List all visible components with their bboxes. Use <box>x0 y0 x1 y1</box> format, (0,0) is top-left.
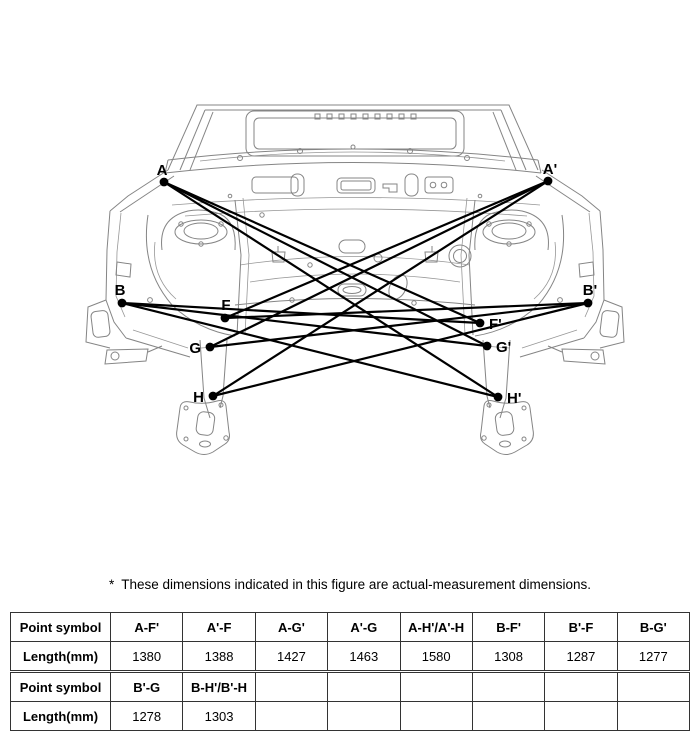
length-cell <box>545 702 617 731</box>
row-header: Length(mm) <box>11 702 111 731</box>
cowl-and-windshield-art <box>165 105 541 305</box>
table-row <box>11 702 690 731</box>
measure-line-B'-G <box>210 303 588 347</box>
point-label-A: A <box>156 162 168 179</box>
dimension-table <box>10 612 690 731</box>
row-header: Point symbol <box>11 613 111 642</box>
note-asterisk: * <box>108 576 115 592</box>
point-label-G: G <box>189 340 201 357</box>
measure-point-F <box>221 314 230 323</box>
length-cell: 1303 <box>183 702 255 731</box>
point-symbol-cell: A-G' <box>255 613 327 642</box>
measure-point-H <box>209 392 218 401</box>
point-symbol-cell <box>400 672 472 702</box>
point-symbol-cell <box>328 672 400 702</box>
length-cell: 1278 <box>111 702 183 731</box>
point-label-F: F <box>221 297 231 314</box>
length-cell: 1277 <box>617 642 689 672</box>
point-symbol-cell: B-F' <box>472 613 544 642</box>
length-cell <box>472 702 544 731</box>
point-label-F': F' <box>489 316 502 333</box>
point-symbol-cell: B-G' <box>617 613 689 642</box>
length-cell: 1580 <box>400 642 472 672</box>
length-cell: 1287 <box>545 642 617 672</box>
point-symbol-cell: B'-G <box>111 672 183 702</box>
point-symbol-cell <box>545 672 617 702</box>
length-cell: 1427 <box>255 642 327 672</box>
length-cell: 1308 <box>472 642 544 672</box>
length-cell: 1388 <box>183 642 255 672</box>
length-cell <box>617 702 689 731</box>
point-label-A': A' <box>542 161 558 178</box>
measure-point-H' <box>494 393 503 402</box>
point-symbol-cell <box>255 672 327 702</box>
measure-line-B-H' <box>122 303 498 397</box>
point-label-B': B' <box>582 282 598 299</box>
note-text: These dimensions indicated in this figure are actual-measurement dimensions. <box>121 576 591 592</box>
point-label-G': G' <box>496 339 512 356</box>
point-symbol-cell: B'-F <box>545 613 617 642</box>
point-symbol-cell <box>617 672 689 702</box>
table-row <box>11 642 690 672</box>
figure-note <box>0 576 700 593</box>
length-cell <box>255 702 327 731</box>
point-symbol-cell: A'-F <box>183 613 255 642</box>
measure-point-G <box>206 343 215 352</box>
length-cell: 1463 <box>328 642 400 672</box>
measure-point-G' <box>483 342 492 351</box>
point-label-H: H <box>193 389 204 406</box>
table-row <box>11 672 690 702</box>
row-header: Length(mm) <box>11 642 111 672</box>
measure-point-B' <box>584 299 593 308</box>
length-cell <box>328 702 400 731</box>
point-symbol-cell: A-H'/A'-H <box>400 613 472 642</box>
point-symbol-cell <box>472 672 544 702</box>
point-symbol-cell: A'-G <box>328 613 400 642</box>
measure-line-A-H' <box>164 182 498 397</box>
measurement-lines <box>122 181 588 397</box>
row-header: Point symbol <box>11 672 111 702</box>
left-side-structure-art <box>86 170 285 455</box>
point-symbol-cell: A-F' <box>111 613 183 642</box>
measure-line-B-F' <box>122 303 480 323</box>
point-symbol-cell: B-H'/B'-H <box>183 672 255 702</box>
point-label-H': H' <box>507 390 522 407</box>
table-row <box>11 613 690 642</box>
measure-point-B <box>118 299 127 308</box>
length-cell <box>400 702 472 731</box>
point-label-B: B <box>114 282 126 299</box>
measure-line-A'-F <box>225 181 548 318</box>
length-cell: 1380 <box>111 642 183 672</box>
measure-point-F' <box>476 319 485 328</box>
